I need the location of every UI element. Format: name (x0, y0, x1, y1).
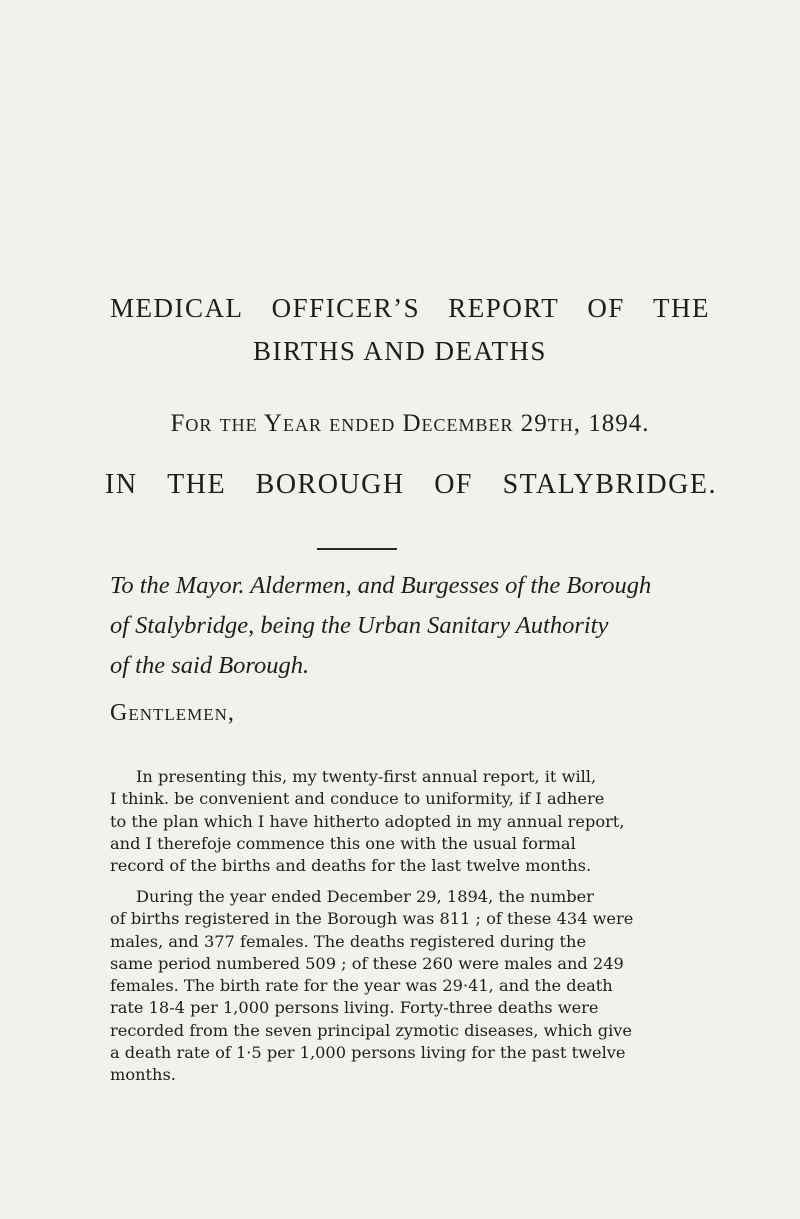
paragraph-1 (110, 766, 720, 877)
address-line: of Stalybridge, being the Urban Sanitary Authority (110, 612, 609, 639)
address-line: To the Mayor. Aldermen, and Burgesses of the Borough (110, 572, 652, 599)
title-word: BOROUGH (255, 469, 405, 500)
text-line: recorded from the seven principal zymotic diseases, which give (110, 1020, 632, 1040)
title-word: IN (105, 469, 138, 500)
text-line: record of the births and deaths for the last twelve months. (110, 856, 592, 876)
title-word: OF (434, 469, 473, 500)
title-word: THE (652, 293, 710, 323)
text-line: I think. be convenient and conduce to uniformity, if I adhere (110, 789, 605, 809)
title-word: THE (167, 469, 227, 500)
text-line: males, and 377 females. The deaths registered during the (110, 931, 587, 951)
text-line: and I therefoje commence this one with the usual formal (110, 833, 576, 853)
report-subtitle: For the Year ended December 29th, 1894. (170, 410, 650, 437)
text-line: rate 18-4 per 1,000 persons living. Forty-three deaths were (110, 998, 599, 1018)
text-line: During the year ended December 29, 1894, the number (136, 887, 594, 906)
address-line: of the said Borough. (110, 652, 310, 679)
title-word: OF (587, 293, 625, 323)
paragraph-2 (110, 886, 720, 1087)
text-line: months. (110, 1065, 176, 1085)
text-line: In presenting this, my twenty-first annual report, it will, (136, 767, 597, 786)
text-line: a death rate of 1·5 per 1,000 persons living for the past twelve (110, 1043, 626, 1063)
title-word: MEDICAL (110, 293, 244, 323)
title-word: REPORT (448, 293, 560, 323)
report-title-line-3 (105, 469, 717, 501)
divider-rule (317, 548, 397, 550)
text-line: of births registered in the Borough was 811 ; of these 434 were (110, 909, 634, 929)
title-word: OFFICER’S (271, 293, 421, 323)
title-word: STALYBRIDGE. (502, 469, 717, 500)
text-line: females. The birth rate for the year was 29·41, and the death (110, 976, 613, 996)
address-block (110, 566, 730, 686)
text-line: same period numbered 509 ; of these 260 were males and 249 (110, 953, 624, 973)
report-title-line-1 (110, 293, 710, 324)
salutation: Gentlemen, (110, 700, 235, 726)
report-title-line-2: BIRTHS AND DEATHS (253, 336, 547, 366)
text-line: to the plan which I have hitherto adopted in my annual report, (110, 811, 625, 831)
